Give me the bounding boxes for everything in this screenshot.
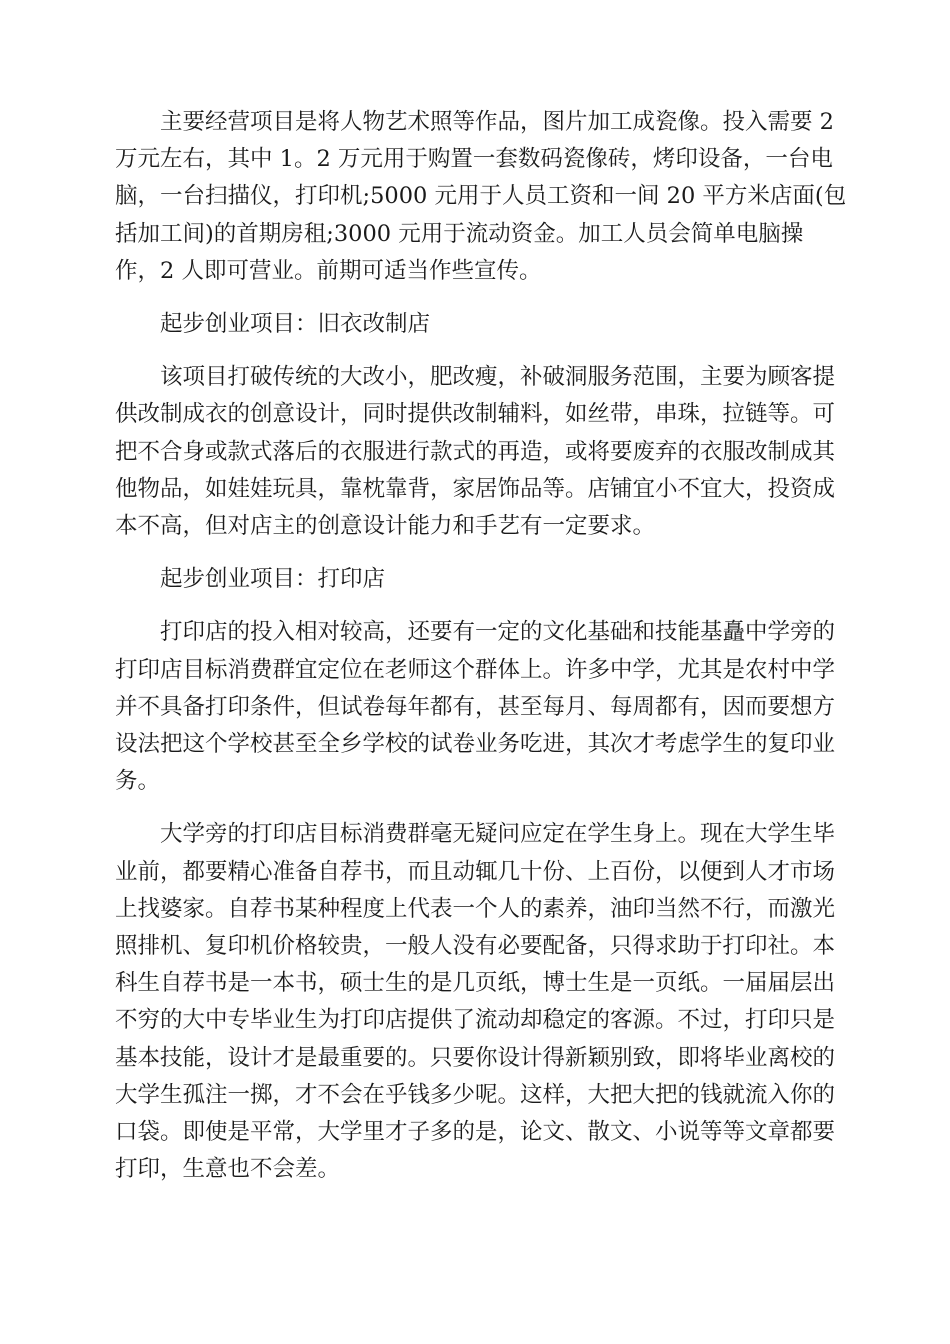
text-line: 大学旁的打印店目标消费群毫无疑问应定在学生身上。现在大学生毕 <box>160 821 836 848</box>
section-heading-print-shop <box>115 561 835 598</box>
paragraph-clothes-remake <box>115 359 835 545</box>
text-line: 基本技能，设计才是最重要的。只要你设计得新颖别致，即将毕业离校的 <box>115 1044 836 1071</box>
text-line: 并不具备打印条件，但试卷每年都有，甚至每月、每周都有，因而要想方 <box>115 693 836 720</box>
paragraph-porcelain-portrait <box>115 104 847 290</box>
paragraph-print-shop-middle-school <box>115 614 835 800</box>
text-line: 业前，都要精心准备自荐书，而且动辄几十份、上百份，以便到人才市场 <box>115 858 836 885</box>
text-line: 科生自荐书是一本书，硕士生的是几页纸，博士生是一页纸。一届届层出 <box>115 970 836 997</box>
text-line: 打印店的投入相对较高，还要有一定的文化基础和技能基矗中学旁的 <box>160 619 836 646</box>
text-line: 该项目打破传统的大改小，肥改瘦，补破洞服务范围，主要为顾客提 <box>160 364 836 391</box>
text-line: 本不高，但对店主的创意设计能力和手艺有一定要求。 <box>115 513 656 540</box>
text-line: 供改制成衣的创意设计，同时提供改制辅料，如丝带，串珠，拉链等。可 <box>115 401 836 428</box>
paragraph-print-shop-university <box>115 816 835 1188</box>
text-line: 作，2 人即可营业。前期可适当作些宣传。 <box>115 257 542 284</box>
text-line: 括加工间)的首期房租;3000 元用于流动资金。加工人员会简单电脑操 <box>115 220 804 247</box>
text-line: 脑，一台扫描仪，打印机;5000 元用于人员工资和一间 20 平方米店面(包 <box>115 183 847 210</box>
text-line: 打印，生意也不会差。 <box>115 1156 341 1183</box>
text-line: 他物品，如娃娃玩具，靠枕靠背，家居饰品等。店铺宜小不宜大，投资成 <box>115 475 836 502</box>
text-line: 不穷的大中专毕业生为打印店提供了流动却稳定的客源。不过，打印只是 <box>115 1007 836 1034</box>
text-line: 主要经营项目是将人物艺术照等作品，图片加工成瓷像。投入需要 2 <box>160 109 834 135</box>
text-line: 上找婆家。自荐书某种程度上代表一个人的素养，油印当然不行，而激光 <box>115 895 836 922</box>
heading-text: 起步创业项目：旧衣改制店 <box>160 311 431 338</box>
text-line: 万元左右，其中 1。2 万元用于购置一套数码瓷像砖，烤印设备，一台电 <box>115 146 833 173</box>
text-line: 设法把这个学校甚至全乡学校的试卷业务吃进，其次才考虑学生的复印业 <box>115 731 836 758</box>
text-line: 把不合身或款式落后的衣服进行款式的再造，或将要废弃的衣服改制成其 <box>115 438 836 465</box>
text-line: 打印店目标消费群宜定位在老师这个群体上。许多中学，尤其是农村中学 <box>115 656 836 683</box>
document-page <box>115 104 847 1188</box>
section-heading-clothes-remake <box>115 306 835 343</box>
text-line: 务。 <box>115 768 161 795</box>
text-line: 口袋。即使是平常，大学里才子多的是，论文、散文、小说等等文章都要 <box>115 1119 836 1146</box>
text-line: 大学生孤注一掷，才不会在乎钱多少呢。这样，大把大把的钱就流入你的 <box>115 1081 836 1108</box>
text-line: 照排机、复印机价格较贵，一般人没有必要配备，只得求助于打印社。本 <box>115 933 836 960</box>
heading-text: 起步创业项目：打印店 <box>160 566 386 593</box>
